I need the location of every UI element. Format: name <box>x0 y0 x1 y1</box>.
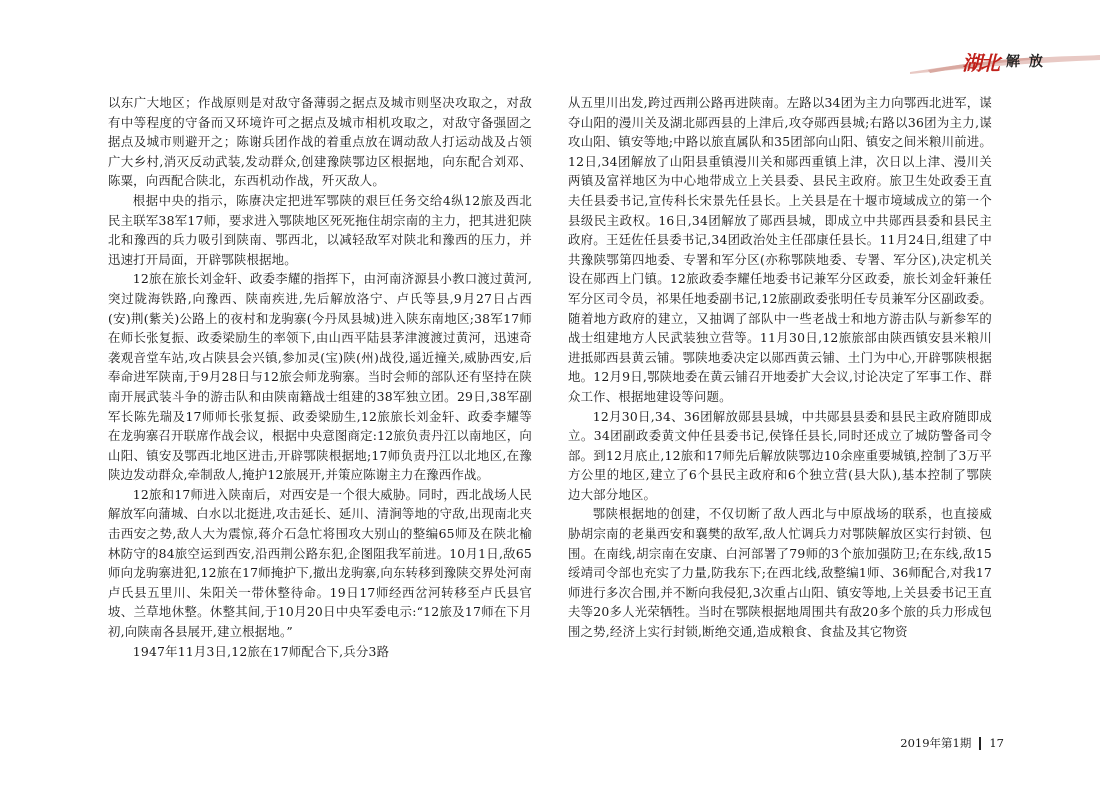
masthead-word: 解 放 <box>1006 54 1045 70</box>
paragraph: 12旅在旅长刘金轩、政委李耀的指挥下，由河南济源县小教口渡过黄河,突过陇海铁路,向豫西、陕南疾进,先后解放洛宁、卢氏等县,9月27日占西(安)荆(紫关)公路上的夜村和龙驹寨(今丹凤县城)进入陕东南地区;38军17师在师长张复振、政委梁励生的率领下,由山西平陆县茅津渡渡过黄河，迅速奇袭观音堂车站,攻占陕县会兴镇,参加灵(宝)陕(州)战役,遥近撞关,威胁西安,后奉命进军陕南,于9月28日与12旅会师龙驹寨。当时会师的部队还有坚持在陕南开展武装斗争的游击队和由陕南籍战士组建的38军独立团。29日,38军副军长陈先瑞及17师师长张复振、政委梁励生,12旅旅长刘金轩、政委李耀等在龙驹寨召开联席作战会议，根据中央意图商定:12旅负责丹江以南地区，向山阳、镇安及鄂西北地区进击,开辟鄂陕根据地;17师负责丹江以北地区,在豫陕边发动群众,牵制敌人,掩护12旅展开,并策应陈谢主力在豫西作战。 <box>108 271 532 483</box>
paragraph: 以东广大地区；作战原则是对敌守备薄弱之据点及城市则坚决攻取之，对敌有中等程度的守备而又环境许可之据点及城市相机攻取之，对敌守备强固之据点及城市则避开之；陈谢兵团作战的着重点放在调动敌人打运动战及占领广大乡村,消灭反动武装,发动群众,创建豫陕鄂边区根据地，向东配合刘邓、陈粟，向西配合陕北，东西机动作战，歼灭敌人。 <box>108 95 532 189</box>
page-footer <box>900 735 1004 751</box>
left-column <box>108 93 532 661</box>
brush-swoosh-icon <box>910 46 1100 78</box>
masthead-logo-script: 湖北 <box>962 50 998 75</box>
paragraph: 鄂陕根据地的创建，不仅切断了敌人西北与中原战场的联系，也直接威胁胡宗南的老巢西安和襄樊的敌军,敌人忙调兵力对鄂陕解放区实行封锁、包围。在南线,胡宗南在安康、白河部署了79师的3个旅加强防卫;在东线,敌15绥靖司令部也充实了力量,防我东下;在西北线,敌整编1师、36师配合,对我17师进行多次合围,并不断向我侵犯,3次重占山阳、镇安等地,上关县委书记王直夫等20多人光荣牺牲。当时在鄂陕根据地周围共有敌20多个旅的兵力形成包围之势,经济上实行封锁,断绝交通,造成粮食、食盐及其它物资 <box>568 506 992 640</box>
masthead <box>910 44 1100 78</box>
footer-divider <box>979 737 981 750</box>
right-column <box>568 93 992 642</box>
paragraph: 12旅和17师进入陕南后，对西安是一个很大威胁。同时，西北战场人民解放军向蒲城、白水以北挺进,攻击延长、延川、清涧等地的守敌,出现南北夹击西安之势,敌人大为震惊,蒋介石急忙将围攻大别山的整编65师及在陕北榆林防守的84旅空运到西安,沿西荆公路东犯,企图阻我军前进。10月1日,敌65师向龙驹寨进犯,12旅在17师掩护下,撤出龙驹寨,向东转移到豫陕交界处河南卢氏县五里川、朱阳关一带休整待命。19日17师经西岔河转移至卢氏县官坡、兰草地休整。休整其间,于10月20日中央军委电示:“12旅及17师在下月初,向陕南各县展开,建立根据地。” <box>108 486 532 640</box>
issue-label: 2019年第1期 <box>900 736 972 750</box>
paragraph: 1947年11月3日,12旅在17师配合下,兵分3路 <box>132 643 390 659</box>
page-number: 17 <box>989 736 1004 750</box>
paragraph: 从五里川出发,跨过西荆公路再进陕南。左路以34团为主力向鄂西北进军，谋夺山阳的漫川关及湖北郧西县的上津后,攻夺郧西县城;右路以36团为主力,谋攻山阳、镇安等地;中路以旅直属队和35团部向山阳、镇安之间米粮川前进。12日,34团解放了山阳县重镇漫川关和郧西重镇上津，次日以上津、漫川关两镇及富祥地区为中心地带成立上关县委、县民主政府。旅卫生处政委王直夫任县委书记,宣传科长宋景先任县长。上关县是在十堰市境域成立的第一个县级民主政权。16日,34团解放了郧西县城，即成立中共郧西县委和县民主政府。王廷佐任县委书记,34团政治处主任邵康任县长。11月24日,组建了中共豫陕鄂第四地委、专署和军分区(亦称鄂陕地委、专署、军分区),决定机关设在郧西上门镇。12旅政委李耀任地委书记兼军分区政委，旅长刘金轩兼任军分区司令员，祁果任地委副书记,12旅副政委张明任专员兼军分区副政委。随着地方政府的建立，又抽调了部队中一些老战士和地方游击队与新参军的战士组建地方人民武装独立营等。11月30日,12旅旅部由陕西镇安县米粮川进抵郧西县黄云铺。鄂陕地委决定以郧西黄云铺、土门为中心,开辟鄂陕根据地。12月9日,鄂陕地委在黄云铺召开地委扩大会议,讨论决定了军事工作、群众工作、根据地建设等问题。 <box>568 95 992 404</box>
paragraph: 根据中央的指示，陈赓决定把进军鄂陕的艰巨任务交给4纵12旅及西北民主联军38军17师，要求进入鄂陕地区死死拖住胡宗南的主力，把其进犯陕北和豫西的兵力吸引到陕南、鄂西北，以减轻敌军对陕北和豫西的压力，并迅速打开局面，开辟鄂陕根据地。 <box>108 192 532 267</box>
paragraph: 12月30日,34、36团解放郧县县城，中共郧县县委和县民主政府随即成立。34团副政委黄文仲任县委书记,侯锋任县长,同时还成立了城防警备司令部。到12月底止,12旅和17师先后解放陕鄂边10余座重要城镇,控制了3万平方公里的地区,建立了6个县民主政府和6个独立营(县大队),基本控制了鄂陕边大部分地区。 <box>568 408 992 502</box>
